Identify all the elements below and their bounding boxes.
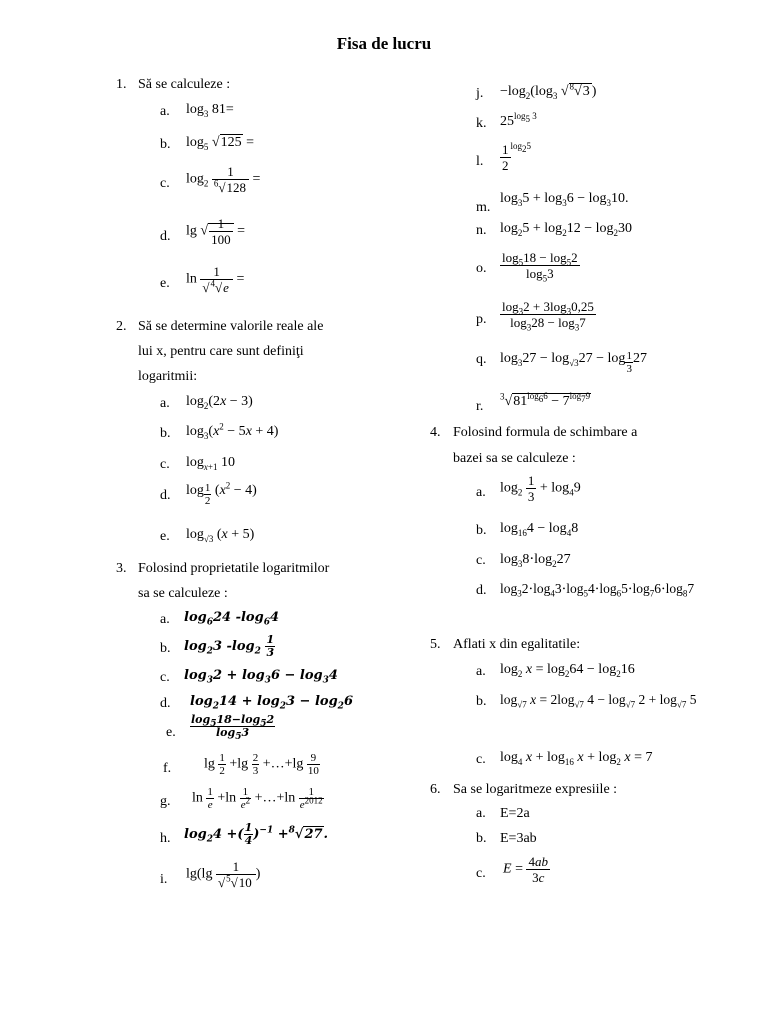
q1-expr-d: lg √ $\frac{1}{100}$ = [186, 216, 245, 247]
c2-letter-r: r. [476, 399, 484, 414]
q3-letter-f: f. [163, 761, 172, 776]
q2-line2: lui x, pentru care sunt definiţi [138, 344, 304, 359]
q3-number: 3. [116, 561, 127, 576]
q6-letter-c: c. [476, 866, 486, 881]
c2-expr-o: $\frac{\log_518 - \log_52}{\log_53}$ [502, 250, 578, 284]
q3-letter-c: c. [160, 670, 170, 685]
c2-letter-k: k. [476, 116, 487, 131]
c2-expr-n: $\log_25 + \log_212 - \log_230$ [500, 221, 632, 238]
q2-letter-b: b. [160, 426, 171, 441]
q5-text: Aflati x din egalitatile: [453, 637, 581, 652]
q6-expr-b: E=3ab [500, 831, 537, 846]
c2-expr-r: $^3√81^{log_66} - 7^{log_79}$ [500, 391, 591, 409]
q3-line2: sa se calculeze : [138, 586, 228, 601]
q2-expr-c: $\log_{x+1} 10$ [186, 455, 235, 472]
q4-expr-a: $\log_2$ $\frac{1}{3}$ + $\log_49$ [500, 473, 581, 504]
q3-expr-f: lg $\frac{1}{2}$ +lg $\frac{2}{3}$ +…+lg $\frac{9}{10}$ [204, 752, 319, 777]
q1-letter-b: b. [160, 137, 171, 152]
c2-expr-p: $\frac{\log_32 + 3\log_30,25}{\log_328 - \log_37}$ [502, 299, 594, 333]
c2-letter-q: q. [476, 352, 487, 367]
c2-letter-n: n. [476, 223, 487, 238]
c2-expr-q: $\log_327 - \log_{√3}27 - \log$ $\frac{1}{3}$ 27 [500, 350, 647, 375]
q2-letter-d: d. [160, 488, 171, 503]
c2-letter-p: p. [476, 312, 487, 327]
q4-letter-a: a. [476, 485, 486, 500]
q4-expr-c: $\log_38\cdot\log_227$ [500, 552, 571, 569]
q3-letter-e: e. [166, 725, 176, 740]
q1-expr-b: $\log_5 √125$ = [186, 135, 254, 152]
q6-expr-a: E=2a [500, 806, 530, 821]
q3-expr-g: ln $\frac{1}{e}$ +ln $\frac{1}{e^2}$ +…+ln $\frac{1}{e^{2012}}$ [192, 786, 323, 811]
q2-expr-d: log $\frac{1}{2}$ $(x^2 - 4)$ [186, 480, 257, 507]
c2-expr-k: $25^{log_5 3}$ [500, 111, 537, 129]
q1-expr-c: $\log_2$ $\frac{1}{^6√128}$ = [186, 164, 261, 195]
c2-letter-o: o. [476, 261, 487, 276]
q1-letter-e: e. [160, 276, 170, 291]
q2-letter-e: e. [160, 529, 170, 544]
q3-letter-d: d. [160, 696, 171, 711]
q5-number: 5. [430, 637, 441, 652]
q5-expr-c: $\log_4 x + \log_{16} x + \log_2 x = 7$ [500, 750, 653, 767]
c2-expr-m: $\log_35 + \log_36 - \log_310$. [500, 191, 629, 208]
c2-letter-j: j. [476, 86, 484, 101]
c2-letter-m: m. [476, 200, 491, 215]
q4-letter-d: d. [476, 583, 487, 598]
q4-expr-d: $\log_32\cdot\log_43\cdot\log_54\cdot\log_65\cdot\log_76\cdot\log_87$ [500, 581, 695, 599]
q6-letter-b: b. [476, 831, 487, 846]
q4-expr-b: $\log_{16}4 - \log_48$ [500, 521, 579, 538]
q3-letter-a: a. [160, 612, 170, 627]
q2-line1: Să se determine valorile reale ale [138, 319, 324, 334]
q6-text: Sa se logaritmeze expresiile : [453, 782, 618, 797]
q3-expr-i: lg(lg $\frac{1}{√^5√10}$ ) [186, 859, 261, 890]
q1-expr-a: $\log_3 81=$ [186, 102, 234, 119]
q6-expr-c: E = $\frac{4ab}{3c}$ [503, 854, 548, 885]
q3-expr-e: $\frac{\log_518-\log_52}{\log_53}$ [191, 713, 275, 743]
q5-letter-b: b. [476, 694, 487, 709]
q2-expr-a: $\log_2(2x - 3)$ [186, 394, 253, 411]
q1-text: Să se calculeze : [138, 77, 231, 92]
c2-letter-l: l. [476, 154, 484, 169]
page-title: Fisa de lucru [336, 34, 432, 53]
q2-line3: logaritmii: [138, 369, 198, 384]
q1-letter-d: d. [160, 229, 171, 244]
q3-expr-a: $\log_624$ $-\log_64$ [184, 610, 279, 628]
q3-line1: Folosind proprietatile logaritmilor [138, 561, 330, 576]
q3-letter-g: g. [160, 794, 171, 809]
q5-expr-a: $\log_2 x = \log_264 - \log_216$ [500, 662, 635, 679]
q2-number: 2. [116, 319, 127, 334]
q3-letter-b: b. [160, 641, 171, 656]
q4-letter-b: b. [476, 523, 487, 538]
q2-letter-a: a. [160, 396, 170, 411]
q3-letter-i: i. [160, 872, 168, 887]
q3-letter-h: h. [160, 831, 171, 846]
q3-expr-b: $\log_23$ $-\log_2$ $\frac{1}{3}$ [184, 633, 275, 659]
q5-expr-b: $\log_{√7} x = 2\log_{√7}$ $4 - \log_{√7} 2 + \log_{√7} 5$ [500, 692, 697, 710]
q5-letter-c: c. [476, 752, 486, 767]
q2-expr-e: $\log_{√3} (x + 5)$ [186, 527, 255, 544]
q3-expr-h: $\log_24$ +( $\frac{1}{4}$ )$^{-1}$ +$^8$√27. [184, 821, 329, 847]
q2-expr-b: $\log_3(x^2 - 5x + 4)$ [186, 421, 279, 441]
c2-expr-j: $-\log_2(\log_3$ √$^8$√3 ) [500, 81, 597, 101]
q1-letter-a: a. [160, 104, 170, 119]
q2-letter-c: c. [160, 457, 170, 472]
q6-letter-a: a. [476, 806, 486, 821]
q4-line1: Folosind formula de schimbare a [453, 425, 638, 440]
q4-letter-c: c. [476, 553, 486, 568]
q3-expr-c: $\log_32 + \log_36 - \log_34$ [184, 668, 338, 686]
q1-letter-c: c. [160, 176, 170, 191]
q4-line2: bazei sa se calculeze : [453, 451, 576, 466]
q6-number: 6. [430, 782, 441, 797]
c2-expr-l: $\frac{1}{2}$ $^{log_25}$ [502, 140, 532, 173]
q3-expr-d: $\log_214 + \log_23 - \log_26$ [190, 694, 353, 712]
q1-expr-e: ln $\frac{1}{√^4√e}$ = [186, 264, 245, 295]
q4-number: 4. [430, 425, 441, 440]
q1-number: 1. [116, 77, 127, 92]
q5-letter-a: a. [476, 664, 486, 679]
